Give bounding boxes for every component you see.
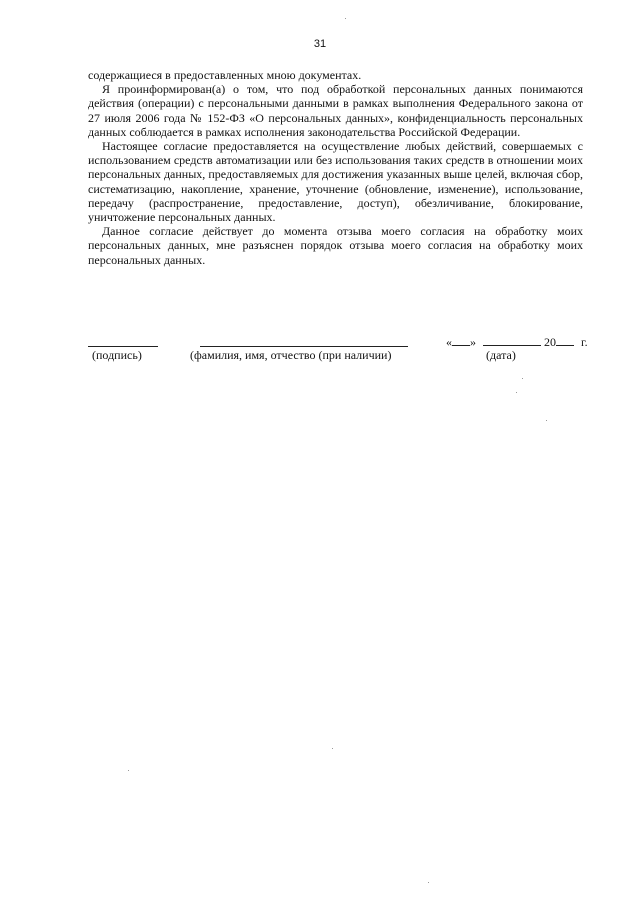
date-open-quote: « [446, 335, 452, 349]
paragraph-validity: Данное согласие действует до момента отзыва моего согласия на обработку моих персональных данных, мне разъяснен порядок отзыва моего согласия на обработку моих персональных данных. [88, 224, 583, 267]
signature-line [88, 346, 158, 347]
scan-speck [546, 420, 547, 421]
date-year-prefix: 20 [544, 335, 556, 349]
date-year-suffix: г. [581, 335, 588, 349]
date-month-blank [483, 334, 541, 346]
full-name-line [200, 346, 408, 347]
date-year-blank [556, 334, 574, 346]
date-day-blank [452, 334, 470, 346]
page-number: 31 [313, 38, 327, 50]
full-name-caption: (фамилия, имя, отчество (при наличии) [190, 348, 392, 362]
scan-speck [428, 882, 429, 883]
paragraph-actions: Настоящее согласие предоставляется на осуществление любых действий, совершаемых с использованием средств автоматизации или без использования таких средств в отношении моих персональных данных, предоставляемых для достижения указанных выше целей, включая сбор, систематизацию, накопление, хранение, уточнение (обновление, изменение), использование, передачу (распространение, предоставление, доступ), обезличивание, блокирование, уничтожение персональных данных. [88, 139, 583, 225]
scan-speck [332, 748, 333, 749]
scan-speck [516, 392, 517, 393]
paragraph-informed: Я проинформирован(а) о том, что под обработкой персональных данных понимаются действия (операции) с персональными данными в рамках выполнения Федерального закона от 27 июля 2006 года № 152-ФЗ «О персональных данных», конфиденциальность персональных данных соблюдается в рамках исполнения законодательства Российской Федерации. [88, 82, 583, 139]
date-caption: (дата) [486, 348, 516, 362]
paragraph-continuation: содержащиеся в предоставленных мною документах. [88, 68, 362, 82]
scan-speck [345, 18, 346, 19]
signature-caption: (подпись) [92, 348, 142, 362]
scan-speck [128, 770, 129, 771]
scan-speck [522, 378, 523, 379]
consent-body [88, 68, 583, 267]
date-field [446, 334, 588, 350]
date-close-quote: » [470, 335, 476, 349]
